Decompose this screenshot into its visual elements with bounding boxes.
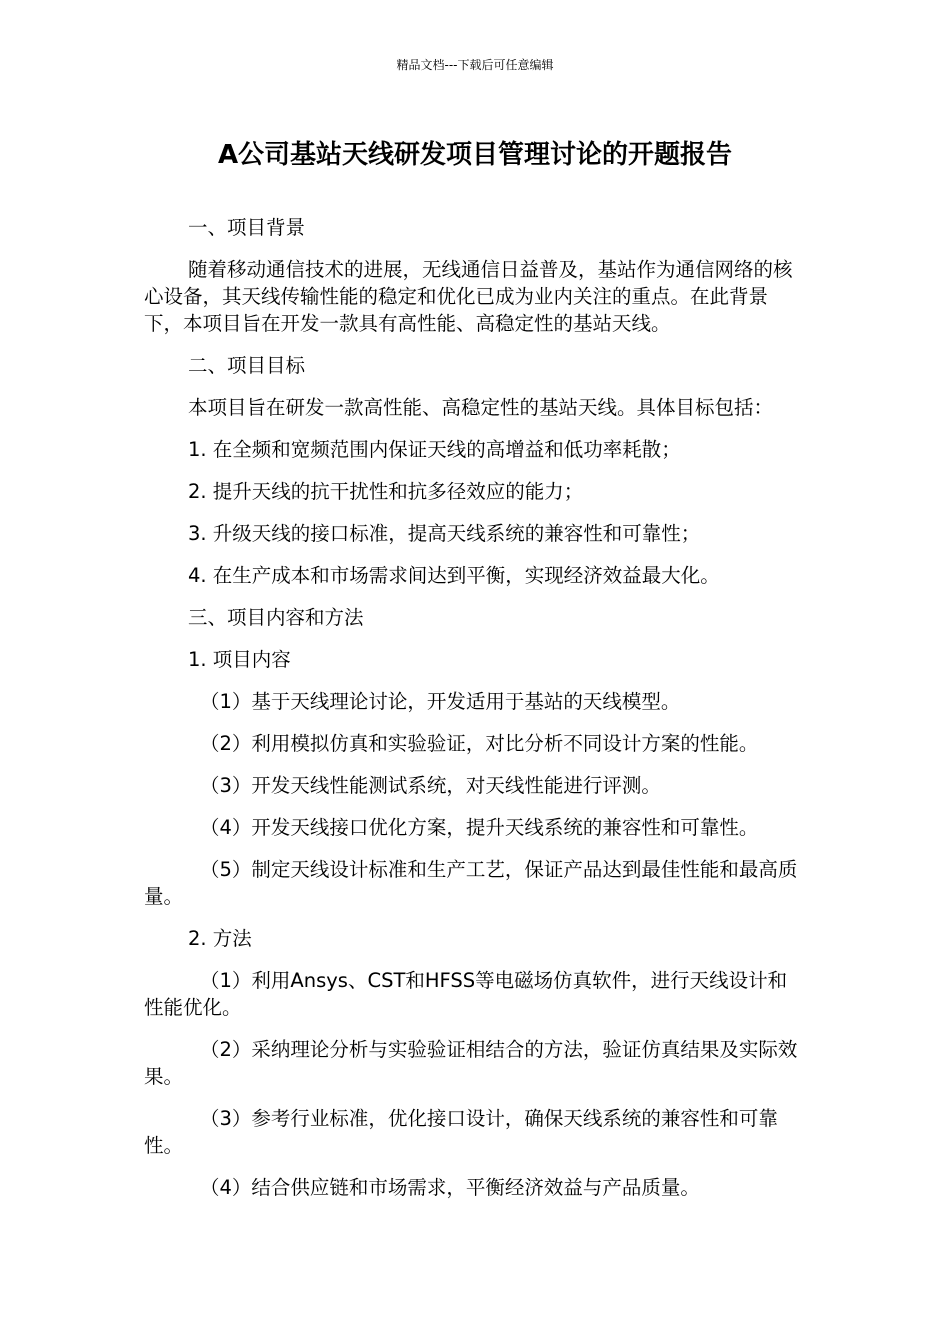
method-item: （2）采纳理论分析与实验验证相结合的方法，验证仿真结果及实际效果。 bbox=[144, 1038, 798, 1088]
method-item: （4）结合供应链和市场需求，平衡经济效益与产品质量。 bbox=[200, 1176, 700, 1199]
section-heading-content-methods: 三、项目内容和方法 bbox=[188, 606, 364, 629]
subsection-heading-methods: 2. 方法 bbox=[188, 927, 252, 950]
goal-item: 1. 在全频和宽频范围内保证天线的高增益和低功率耗散； bbox=[188, 438, 681, 461]
method-item: （1）利用Ansys、CST和HFSS等电磁场仿真软件，进行天线设计和性能优化。 bbox=[144, 969, 788, 1019]
section-heading-background: 一、项目背景 bbox=[188, 216, 306, 239]
goal-item: 3. 升级天线的接口标准，提高天线系统的兼容性和可靠性； bbox=[188, 522, 701, 545]
header-note: 精品文档---下载后可任意编辑 bbox=[396, 58, 554, 72]
content-item: （4）开发天线接口优化方案，提升天线系统的兼容性和可靠性。 bbox=[200, 816, 759, 839]
goal-item: 2. 提升天线的抗干扰性和抗多径效应的能力； bbox=[188, 480, 584, 503]
goal-item: 4. 在生产成本和市场需求间达到平衡，实现经济效益最大化。 bbox=[188, 564, 720, 587]
content-item: （2）利用模拟仿真和实验验证，对比分析不同设计方案的性能。 bbox=[200, 732, 759, 755]
content-item: （5）制定天线设计标准和生产工艺，保证产品达到最佳性能和最高质量。 bbox=[144, 858, 798, 908]
subsection-heading-content: 1. 项目内容 bbox=[188, 648, 291, 671]
content-item: （3）开发天线性能测试系统，对天线性能进行评测。 bbox=[200, 774, 661, 797]
method-item: （3）参考行业标准，优化接口设计，确保天线系统的兼容性和可靠性。 bbox=[144, 1107, 778, 1157]
document-title: A公司基站天线研发项目管理讨论的开题报告 bbox=[217, 140, 733, 170]
content-item: （1）基于天线理论讨论，开发适用于基站的天线模型。 bbox=[200, 690, 681, 713]
background-paragraph: 随着移动通信技术的进展，无线通信日益普及，基站作为通信网络的核心设备，其天线传输性能的稳定和优化已成为业内关注的重点。在此背景下，本项目旨在开发一款具有高性能、高稳定性的基站天线。 bbox=[144, 258, 793, 335]
goals-intro-paragraph: 本项目旨在研发一款高性能、高稳定性的基站天线。具体目标包括： bbox=[188, 396, 774, 419]
section-heading-goals: 二、项目目标 bbox=[188, 354, 306, 377]
document-body bbox=[144, 214, 806, 1216]
